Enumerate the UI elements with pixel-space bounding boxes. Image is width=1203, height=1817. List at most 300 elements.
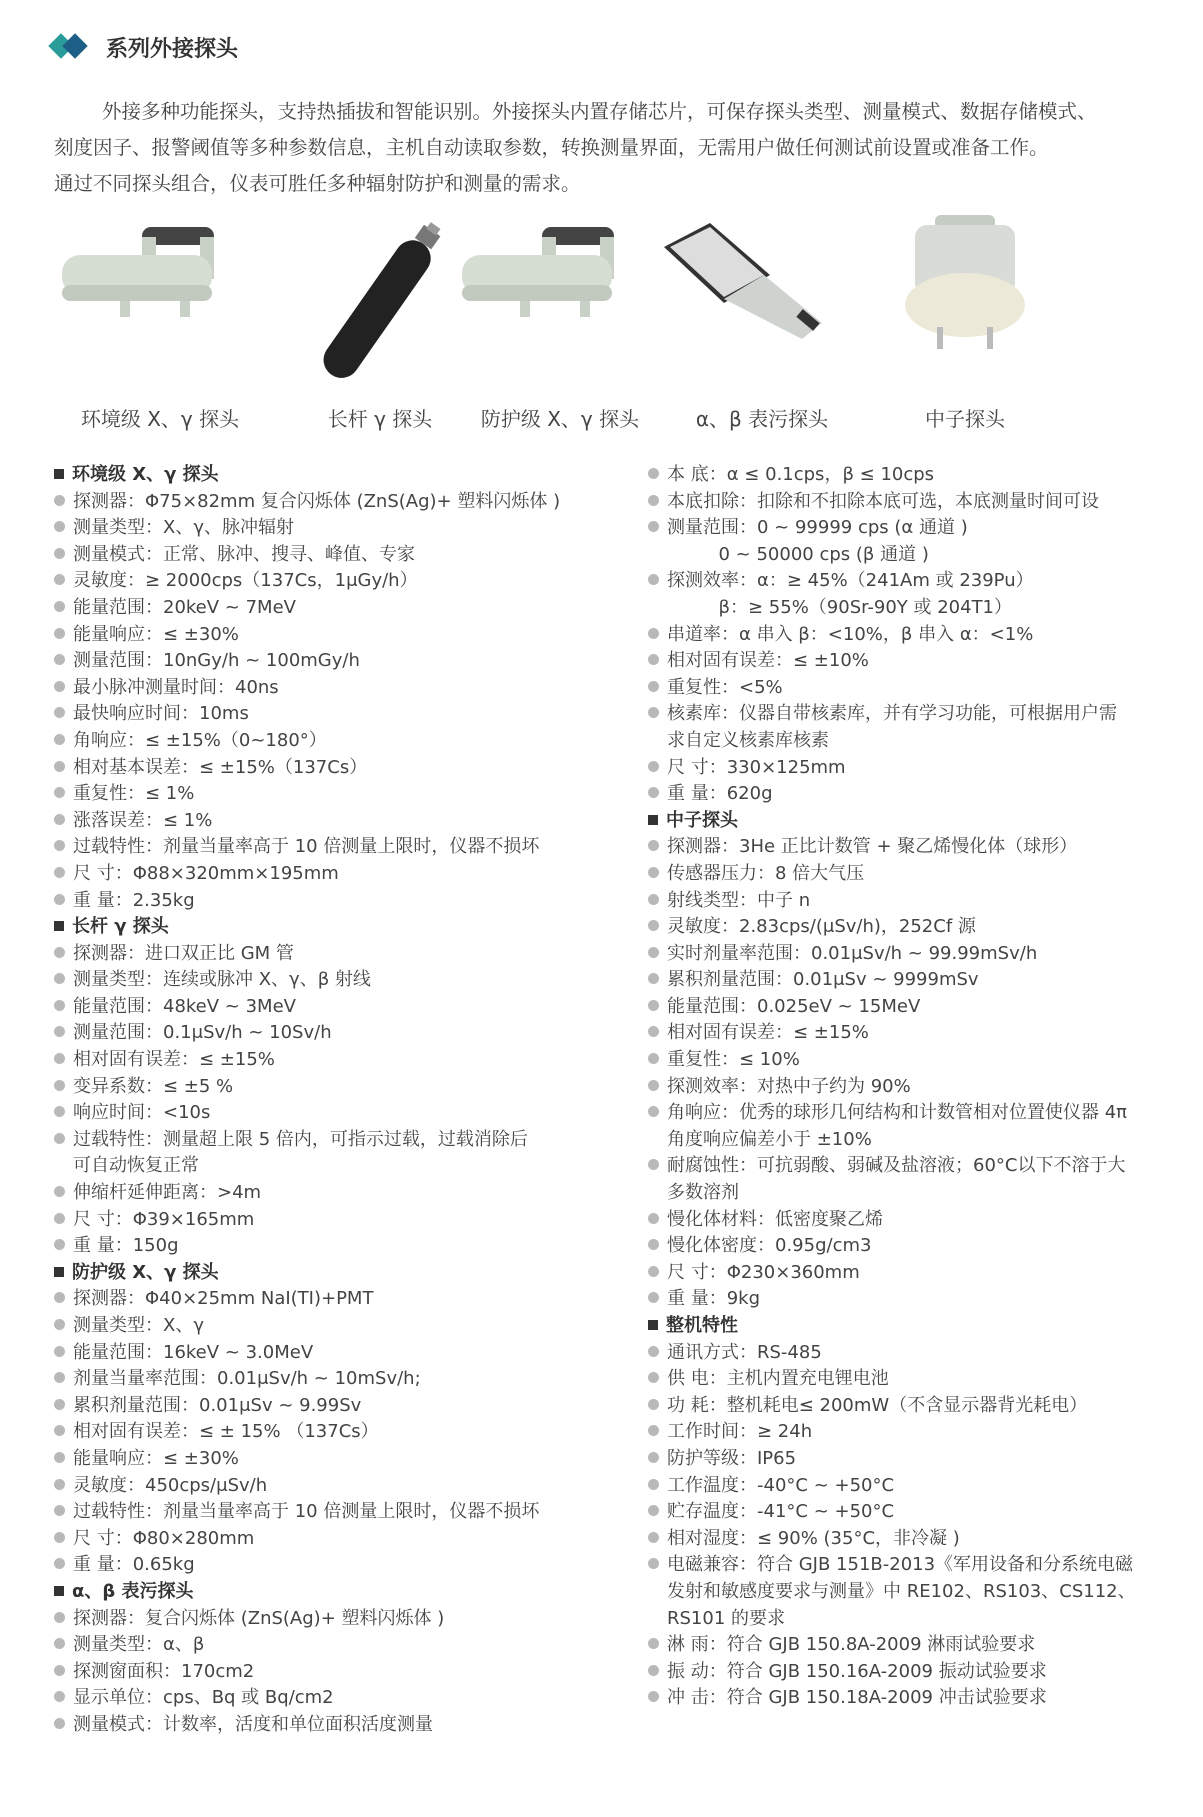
spec-text: 角响应：≤ ±15%（0~180°） <box>73 729 327 751</box>
spec-text: 整机特性 <box>666 1315 738 1336</box>
circle-bullet-icon <box>648 521 659 532</box>
spec-text: 贮存温度：-41°C ~ +50°C <box>667 1501 895 1523</box>
spec-text: 测量类型：连续或脉冲 X、γ、β 射线 <box>73 969 371 991</box>
spec-item <box>54 1233 634 1260</box>
circle-bullet-icon <box>54 1026 65 1037</box>
square-bullet-icon <box>54 1267 64 1277</box>
spec-section-heading <box>54 1579 634 1606</box>
spec-text: 能量响应：≤ ±30% <box>73 623 239 645</box>
square-bullet-icon <box>54 469 64 479</box>
spec-item <box>648 994 1188 1021</box>
spec-item <box>648 568 1188 595</box>
spec-item <box>648 1286 1188 1313</box>
spec-item <box>54 1340 634 1367</box>
diamond-icon <box>52 32 92 62</box>
spec-text: 灵敏度：450cps/μSv/h <box>73 1474 268 1496</box>
spec-text: 相对湿度：≤ 90% (35°C，非冷凝 ) <box>667 1527 960 1549</box>
spec-section-heading <box>54 914 634 941</box>
spec-item <box>54 1393 634 1420</box>
circle-bullet-icon <box>54 681 65 692</box>
spec-item <box>54 1366 634 1393</box>
spec-text: 过载特性：剂量当量率高于 10 倍测量上限时，仪器不损坏 <box>73 836 540 858</box>
spec-text: 测量类型：X、γ、脉冲辐射 <box>73 517 294 539</box>
spec-text: 测量范围：0.1μSv/h ~ 10Sv/h <box>73 1022 332 1044</box>
circle-bullet-icon <box>54 1479 65 1490</box>
circle-bullet-icon <box>54 1292 65 1303</box>
spec-text: 能量范围：0.025eV ~ 15MeV <box>667 995 921 1017</box>
spec-item <box>54 1180 634 1207</box>
spec-text: 角响应：优秀的球形几何结构和计数管相对位置使仪器 4π <box>667 1102 1128 1124</box>
spec-text: 工作温度：-40°C ~ +50°C <box>667 1474 895 1496</box>
spec-item <box>648 1340 1188 1367</box>
spec-item <box>54 994 634 1021</box>
spec-item <box>54 1100 634 1127</box>
circle-bullet-icon <box>54 1665 65 1676</box>
intro-paragraph <box>54 94 1184 202</box>
spec-text: 重 量：2.35kg <box>73 889 195 911</box>
spec-item <box>648 675 1188 702</box>
spec-item <box>648 967 1188 994</box>
circle-bullet-icon <box>54 894 65 905</box>
spec-text: 灵敏度：≥ 2000cps（137Cs，1μGy/h） <box>73 570 418 592</box>
circle-bullet-icon <box>54 1452 65 1463</box>
circle-bullet-icon <box>54 1000 65 1011</box>
circle-bullet-icon <box>648 681 659 692</box>
spec-item <box>648 462 1188 489</box>
spec-item <box>54 595 634 622</box>
spec-text: 传感器压力：8 倍大气压 <box>667 862 865 884</box>
circle-bullet-icon <box>54 1612 65 1623</box>
intro-line: 刻度因子、报警阈值等多种参数信息，主机自动读取参数，转换测量界面，无需用户做任何测试前设置或准备工作。 <box>54 136 1049 159</box>
product-caption: α、β 表污探头 <box>695 407 829 431</box>
spec-item-continuation <box>648 728 1188 755</box>
spec-text: 防护级 X、γ 探头 <box>72 1261 219 1283</box>
env-probe-icon <box>50 215 270 395</box>
circle-bullet-icon <box>648 654 659 665</box>
spec-text: 重 量：0.65kg <box>73 1554 195 1576</box>
spec-text: 耐腐蚀性：可抗弱酸、弱碱及盐溶液；60°C以下不溶于大 <box>667 1155 1126 1177</box>
spec-text: 角度响应偏差小于 ±10% <box>667 1128 872 1150</box>
spec-item-continuation <box>648 542 1188 569</box>
spec-text: 环境级 X、γ 探头 <box>72 464 219 485</box>
circle-bullet-icon <box>648 707 659 718</box>
spec-section-heading <box>54 1260 634 1287</box>
spec-item <box>54 1207 634 1234</box>
product-caption: 防护级 X、γ 探头 <box>480 407 640 431</box>
spec-text: 能量范围：20keV ~ 7MeV <box>73 596 296 618</box>
circle-bullet-icon <box>648 920 659 931</box>
spec-text: 测量范围：0 ~ 99999 cps (α 通道 ) <box>667 517 968 539</box>
circle-bullet-icon <box>54 947 65 958</box>
spec-text: 发射和敏感度要求与测量》中 RE102、RS103、CS112、 <box>667 1580 1136 1602</box>
spec-column-left <box>54 462 634 1739</box>
spec-item-continuation <box>54 1153 634 1180</box>
spec-item-continuation <box>648 1579 1188 1606</box>
circle-bullet-icon <box>54 840 65 851</box>
section-header <box>52 30 238 64</box>
intro-line: 外接多种功能探头，支持热插拔和智能识别。外接探头内置存储芯片，可保存探头类型、测量模式、数据存储模式、 <box>102 100 1097 123</box>
spec-item <box>54 515 634 542</box>
spec-item <box>648 1393 1188 1420</box>
circle-bullet-icon <box>54 734 65 745</box>
spec-item <box>648 1552 1188 1579</box>
spec-text: 防护等级：IP65 <box>667 1447 797 1469</box>
spec-item <box>648 888 1188 915</box>
spec-text: 探测器：进口双正比 GM 管 <box>73 942 294 964</box>
spec-item <box>54 675 634 702</box>
circle-bullet-icon <box>648 1372 659 1383</box>
spec-text: 尺 寸：Φ88×320mm×195mm <box>73 862 339 884</box>
spec-item <box>54 1419 634 1446</box>
spec-item <box>648 1153 1188 1180</box>
circle-bullet-icon <box>54 654 65 665</box>
spec-item <box>648 515 1188 542</box>
spec-text: 相对固有误差：≤ ±15% <box>667 1022 869 1044</box>
spec-item <box>54 568 634 595</box>
spec-text: 重 量：620g <box>667 783 773 805</box>
spec-text: 通讯方式：RS-485 <box>667 1341 822 1363</box>
spec-text: 冲 击：符合 GJB 150.18A-2009 冲击试验要求 <box>667 1687 1047 1709</box>
circle-bullet-icon <box>648 1452 659 1463</box>
spec-text: 射线类型：中子 n <box>667 889 811 911</box>
spec-item <box>648 1685 1188 1712</box>
circle-bullet-icon <box>54 601 65 612</box>
spec-item <box>54 1526 634 1553</box>
spec-text: 相对基本误差：≤ ±15%（137Cs） <box>73 756 368 778</box>
spec-text: 灵敏度：2.83cps/(μSv/h)，252Cf 源 <box>667 916 976 938</box>
circle-bullet-icon <box>648 1532 659 1543</box>
spec-text: 尺 寸：Φ39×165mm <box>73 1208 255 1230</box>
spec-text: 工作时间：≥ 24h <box>667 1421 813 1443</box>
circle-bullet-icon <box>54 1691 65 1702</box>
circle-bullet-icon <box>54 1213 65 1224</box>
spec-text: 相对固有误差：≤ ±15% <box>73 1049 275 1071</box>
spec-item <box>648 914 1188 941</box>
spec-text: 多数溶剂 <box>667 1182 739 1204</box>
circle-bullet-icon <box>54 973 65 984</box>
circle-bullet-icon <box>54 1239 65 1250</box>
circle-bullet-icon <box>54 1053 65 1064</box>
circle-bullet-icon <box>648 947 659 958</box>
spec-text: 本 底：α ≤ 0.1cps，β ≤ 10cps <box>667 464 935 485</box>
circle-bullet-icon <box>648 1399 659 1410</box>
circle-bullet-icon <box>54 707 65 718</box>
circle-bullet-icon <box>54 1638 65 1649</box>
circle-bullet-icon <box>54 521 65 532</box>
spec-text: 重 量：150g <box>73 1235 179 1257</box>
spec-text: 测量模式：计数率，活度和单位面积活度测量 <box>73 1713 433 1735</box>
spec-item <box>54 1712 634 1739</box>
spec-item-continuation <box>648 1606 1188 1633</box>
spec-item <box>648 1260 1188 1287</box>
circle-bullet-icon <box>54 1106 65 1117</box>
spec-text: 探测器：Φ40×25mm NaI(TI)+PMT <box>73 1288 374 1310</box>
spec-text: 能量范围：16keV ~ 3.0MeV <box>73 1341 314 1363</box>
neutron-probe-icon <box>855 215 1075 395</box>
product-caption: 中子探头 <box>925 407 1005 431</box>
circle-bullet-icon <box>54 574 65 585</box>
spec-text: β：≥ 55%（90Sr-90Y 或 204T1） <box>667 596 1013 618</box>
spec-text: 过载特性：剂量当量率高于 10 倍测量上限时，仪器不损坏 <box>73 1501 540 1523</box>
protect-probe-icon <box>450 215 670 395</box>
circle-bullet-icon <box>648 1239 659 1250</box>
spec-text: 剂量当量率范围：0.01μSv/h ~ 10mSv/h; <box>73 1368 421 1390</box>
spec-column-right <box>648 462 1188 1712</box>
square-bullet-icon <box>54 1586 64 1596</box>
spec-text: 累积剂量范围：0.01μSv ~ 9999mSv <box>667 969 979 991</box>
spec-text: 能量范围：48keV ~ 3MeV <box>73 995 296 1017</box>
spec-text: 能量响应：≤ ±30% <box>73 1447 239 1469</box>
circle-bullet-icon <box>648 574 659 585</box>
spec-text: 测量类型：α、β <box>73 1634 205 1656</box>
circle-bullet-icon <box>648 1266 659 1277</box>
spec-item <box>54 1499 634 1526</box>
spec-item <box>54 1313 634 1340</box>
square-bullet-icon <box>648 1320 658 1330</box>
spec-text: 电磁兼容：符合 GJB 151B-2013《军用设备和分系统电磁 <box>667 1554 1134 1576</box>
spec-text: 功 耗：整机耗电≤ 200mW（不含显示器背光耗电） <box>667 1394 1088 1416</box>
circle-bullet-icon <box>54 1372 65 1383</box>
circle-bullet-icon <box>648 1292 659 1303</box>
spec-item <box>648 701 1188 728</box>
spec-text: 供 电：主机内置充电锂电池 <box>667 1368 889 1390</box>
spec-text: 涨落误差：≤ 1% <box>73 809 213 831</box>
spec-text: 过载特性：测量超上限 5 倍内，可指示过载，过载消除后 <box>73 1128 528 1150</box>
circle-bullet-icon <box>648 1026 659 1037</box>
spec-text: 测量范围：10nGy/h ~ 100mGy/h <box>73 650 360 672</box>
circle-bullet-icon <box>648 1505 659 1516</box>
spec-text: 可自动恢复正常 <box>73 1155 199 1177</box>
spec-item <box>54 728 634 755</box>
spec-text: 淋 雨：符合 GJB 150.8A-2009 淋雨试验要求 <box>667 1634 1036 1656</box>
spec-text: 重 量：9kg <box>667 1288 761 1310</box>
circle-bullet-icon <box>54 1425 65 1436</box>
spec-item <box>54 888 634 915</box>
spec-item <box>648 861 1188 888</box>
circle-bullet-icon <box>54 628 65 639</box>
spec-text: 核素库：仪器自带核素库，并有学习功能，可根据用户需 <box>667 703 1117 725</box>
circle-bullet-icon <box>648 1425 659 1436</box>
surface-probe-icon <box>652 215 872 395</box>
spec-item <box>648 781 1188 808</box>
spec-item <box>648 1499 1188 1526</box>
spec-item <box>54 1127 634 1154</box>
spec-text: 累积剂量范围：0.01μSv ~ 9.99Sv <box>73 1394 362 1416</box>
circle-bullet-icon <box>54 1399 65 1410</box>
product-protect-probe <box>450 215 670 445</box>
circle-bullet-icon <box>648 1479 659 1490</box>
spec-text: 振 动：符合 GJB 150.16A-2009 振动试验要求 <box>667 1660 1047 1682</box>
spec-text: 显示单位：cps、Bq 或 Bq/cm2 <box>73 1687 334 1709</box>
spec-text: 探测效率：对热中子约为 90% <box>667 1075 911 1097</box>
square-bullet-icon <box>648 815 658 825</box>
spec-text: RS101 的要求 <box>667 1607 786 1629</box>
spec-item <box>648 622 1188 649</box>
circle-bullet-icon <box>648 628 659 639</box>
spec-item <box>648 834 1188 861</box>
spec-text: 串道率：α 串入 β：<10%，β 串入 α：<1% <box>667 623 1034 645</box>
spec-item <box>648 1632 1188 1659</box>
spec-item <box>648 1659 1188 1686</box>
spec-item <box>648 489 1188 516</box>
circle-bullet-icon <box>54 1532 65 1543</box>
spec-text: 中子探头 <box>666 809 738 831</box>
spec-item <box>54 1446 634 1473</box>
spec-text: 重复性：≤ 1% <box>73 783 195 805</box>
circle-bullet-icon <box>54 1718 65 1729</box>
circle-bullet-icon <box>648 468 659 479</box>
spec-text: 相对固有误差：≤ ±10% <box>667 650 869 672</box>
spec-text: 最快响应时间：10ms <box>73 703 249 725</box>
spec-item <box>54 967 634 994</box>
spec-item <box>648 1074 1188 1101</box>
spec-text: 探测器：3He 正比计数管 + 聚乙烯慢化体（球形） <box>667 836 1078 858</box>
spec-text: 变异系数：≤ ±5 % <box>73 1075 234 1097</box>
spec-text: 探测效率：α：≥ 45%（241Am 或 239Pu） <box>667 570 1034 592</box>
spec-item <box>54 622 634 649</box>
circle-bullet-icon <box>648 894 659 905</box>
circle-bullet-icon <box>54 1080 65 1091</box>
spec-item <box>648 1207 1188 1234</box>
spec-section-heading <box>54 462 634 489</box>
spec-text: 尺 寸：Φ80×280mm <box>73 1527 255 1549</box>
circle-bullet-icon <box>648 1665 659 1676</box>
spec-text: 响应时间：<10s <box>73 1102 211 1124</box>
circle-bullet-icon <box>648 1558 659 1569</box>
spec-item <box>54 1074 634 1101</box>
circle-bullet-icon <box>648 1213 659 1224</box>
circle-bullet-icon <box>54 548 65 559</box>
spec-text: 重复性：≤ 10% <box>667 1049 800 1071</box>
spec-item <box>648 1100 1188 1127</box>
circle-bullet-icon <box>54 1558 65 1569</box>
spec-item <box>648 1473 1188 1500</box>
spec-item <box>54 1659 634 1686</box>
square-bullet-icon <box>54 921 64 931</box>
spec-item-continuation <box>648 1127 1188 1154</box>
spec-item <box>648 648 1188 675</box>
spec-text: 最小脉冲测量时间：40ns <box>73 676 279 698</box>
circle-bullet-icon <box>648 1159 659 1170</box>
spec-text: 重复性：<5% <box>667 676 783 698</box>
spec-text: 探测器：Φ75×82mm 复合闪烁体 (ZnS(Ag)+ 塑料闪烁体 ) <box>73 490 561 512</box>
section-title: 系列外接探头 <box>106 36 239 62</box>
circle-bullet-icon <box>648 1053 659 1064</box>
circle-bullet-icon <box>648 495 659 506</box>
spec-item <box>648 1526 1188 1553</box>
circle-bullet-icon <box>54 1505 65 1516</box>
spec-item-continuation <box>648 595 1188 622</box>
spec-item <box>648 941 1188 968</box>
spec-text: 尺 寸：330×125mm <box>667 756 846 778</box>
spec-item <box>54 489 634 516</box>
product-caption: 环境级 X、γ 探头 <box>80 407 240 431</box>
spec-item <box>54 781 634 808</box>
circle-bullet-icon <box>648 761 659 772</box>
spec-text: 探测窗面积：170cm2 <box>73 1660 255 1682</box>
spec-item <box>54 701 634 728</box>
product-surface-probe <box>652 215 872 445</box>
spec-text: 本底扣除：扣除和不扣除本底可选，本底测量时间可设 <box>667 490 1099 512</box>
spec-text: α、β 表污探头 <box>72 1580 194 1602</box>
spec-text: 探测器：复合闪烁体 (ZnS(Ag)+ 塑料闪烁体 ) <box>73 1607 445 1629</box>
spec-item <box>648 1020 1188 1047</box>
spec-text: 测量模式：正常、脉冲、搜寻、峰值、专家 <box>73 543 415 565</box>
spec-section-heading <box>648 808 1188 835</box>
spec-text: 尺 寸：Φ230×360mm <box>667 1261 860 1283</box>
circle-bullet-icon <box>648 1691 659 1702</box>
circle-bullet-icon <box>54 1346 65 1357</box>
spec-item <box>648 1047 1188 1074</box>
spec-item <box>54 648 634 675</box>
spec-section-heading <box>648 1313 1188 1340</box>
spec-item <box>648 1233 1188 1260</box>
spec-text: 慢化体密度：0.95g/cm3 <box>667 1235 872 1257</box>
spec-text: 相对固有误差：≤ ± 15% （137Cs） <box>73 1421 379 1443</box>
spec-item <box>54 1552 634 1579</box>
spec-item <box>54 941 634 968</box>
spec-item <box>648 1419 1188 1446</box>
circle-bullet-icon <box>648 1000 659 1011</box>
spec-item <box>54 1286 634 1313</box>
spec-text: 伸缩杆延伸距离：>4m <box>73 1182 262 1204</box>
circle-bullet-icon <box>648 973 659 984</box>
circle-bullet-icon <box>54 787 65 798</box>
spec-item <box>54 1473 634 1500</box>
product-neutron-probe <box>855 215 1075 445</box>
spec-item <box>648 1366 1188 1393</box>
spec-text: 实时剂量率范围：0.01μSv/h ~ 99.99mSv/h <box>667 942 1038 964</box>
spec-item <box>54 1685 634 1712</box>
product-caption: 长杆 γ 探头 <box>327 407 433 431</box>
spec-item <box>54 1047 634 1074</box>
spec-item <box>54 1606 634 1633</box>
spec-item <box>648 755 1188 782</box>
spec-text: 0 ~ 50000 cps (β 通道 ) <box>667 543 929 565</box>
circle-bullet-icon <box>648 1638 659 1649</box>
circle-bullet-icon <box>648 1080 659 1091</box>
circle-bullet-icon <box>648 787 659 798</box>
circle-bullet-icon <box>648 1106 659 1117</box>
spec-item <box>54 1632 634 1659</box>
spec-item <box>54 861 634 888</box>
circle-bullet-icon <box>54 1186 65 1197</box>
circle-bullet-icon <box>54 495 65 506</box>
circle-bullet-icon <box>54 1133 65 1144</box>
spec-item <box>54 542 634 569</box>
spec-text: 求自定义核素库核素 <box>667 729 829 751</box>
spec-text: 测量类型：X、γ <box>73 1315 204 1336</box>
circle-bullet-icon <box>54 761 65 772</box>
circle-bullet-icon <box>54 814 65 825</box>
product-env-probe <box>50 215 270 445</box>
spec-item <box>54 834 634 861</box>
circle-bullet-icon <box>54 867 65 878</box>
intro-line: 通过不同探头组合，仪表可胜任多种辐射防护和测量的需求。 <box>54 172 581 195</box>
spec-item <box>648 1446 1188 1473</box>
circle-bullet-icon <box>648 867 659 878</box>
spec-text: 慢化体材料：低密度聚乙烯 <box>667 1208 883 1230</box>
spec-item <box>54 808 634 835</box>
circle-bullet-icon <box>54 1319 65 1330</box>
spec-item-continuation <box>648 1180 1188 1207</box>
spec-item <box>54 755 634 782</box>
spec-item <box>54 1020 634 1047</box>
spec-text: 长杆 γ 探头 <box>72 916 169 938</box>
circle-bullet-icon <box>648 1346 659 1357</box>
circle-bullet-icon <box>648 840 659 851</box>
probe-gallery <box>0 215 1203 445</box>
